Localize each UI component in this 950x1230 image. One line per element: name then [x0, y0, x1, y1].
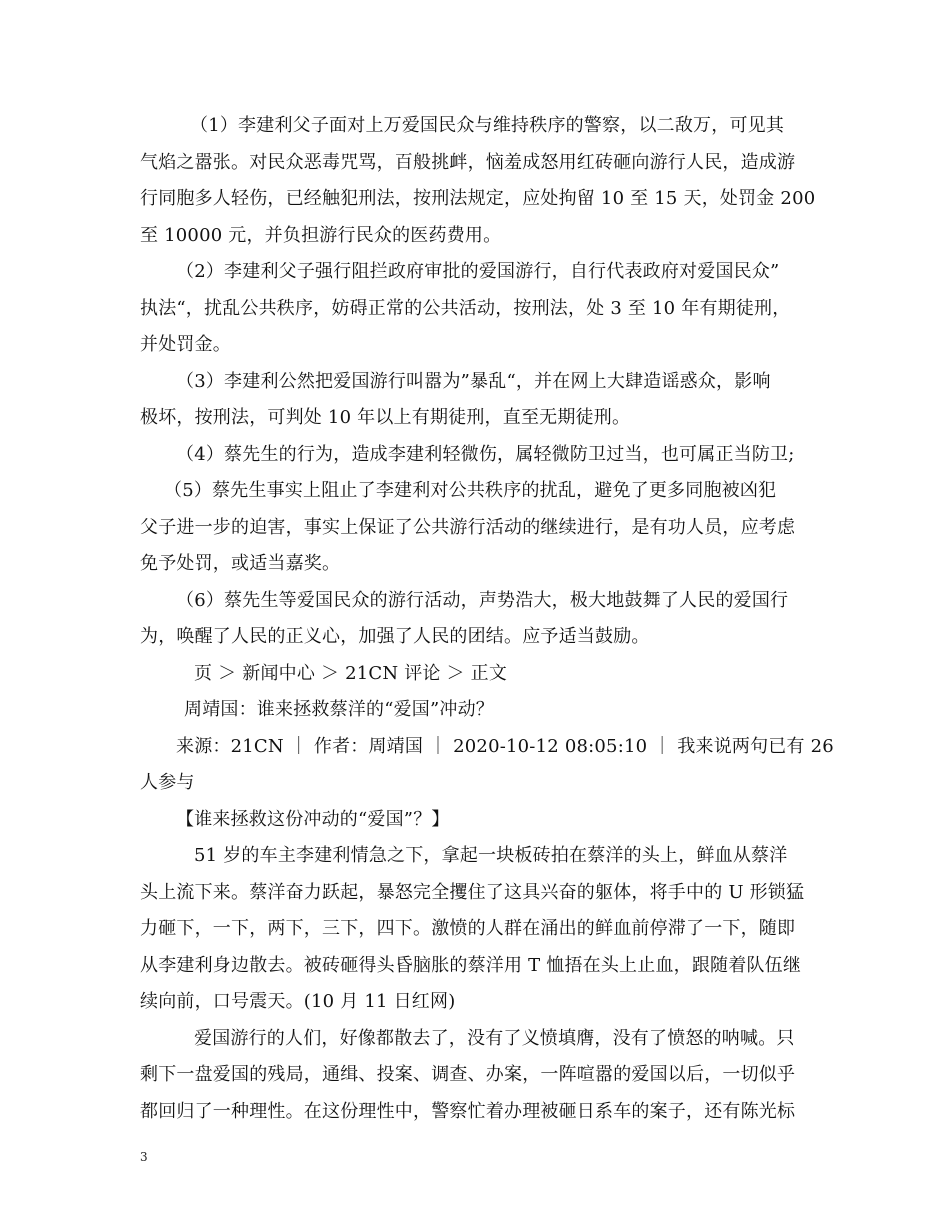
paragraph-2-line-2: 执法“，扰乱公共秩序，妨碍正常的公共活动，按刑法，处 3 至 10 年有期徒刑， [140, 297, 791, 319]
page-number: 3 [140, 1150, 148, 1164]
paragraph-2-line-3: 并处罚金。 [140, 334, 231, 355]
paragraph-7-line-5: 续向前，口号震天。(10 月 11 日红网) [140, 991, 456, 1012]
paragraph-1-line-3: 行同胞多人轻伤，已经触犯刑法，按刑法规定，应处拘留 10 至 15 天，处罚金 200 [140, 188, 816, 209]
paragraph-6-line-1: （6）蔡先生等爱国民众的游行活动，声势浩大，极大地鼓舞了人民的爱国行 [176, 589, 789, 611]
breadcrumb: 页 ＞ 新闻中心 ＞ 21CN 评论 ＞ 正文 [194, 662, 508, 684]
paragraph-2-line-1: （2）李建利父子强行阻拦政府审批的爱国游行，自行代表政府对爱国民众” [176, 261, 780, 282]
paragraph-7-line-2: 头上流下来。蔡洋奋力跃起，暴怒完全攫住了这具兴奋的躯体，将手中的 U 形锁猛 [140, 881, 805, 903]
paragraph-5-line-2: 父子进一步的迫害，事实上保证了公共游行活动的继续进行，是有功人员，应考虑 [140, 516, 796, 538]
paragraph-7-line-3: 力砸下，一下，两下，三下，四下。激愤的人群在涌出的鲜血前停滞了一下，随即 [140, 918, 796, 939]
paragraph-8-line-3: 都回归了一种理性。在这份理性中，警察忙着办理被砸日系车的案子，还有陈光标 [140, 1100, 796, 1122]
article-meta-line-2: 人参与 [140, 772, 195, 793]
paragraph-8-line-1: 爱国游行的人们，好像都散去了，没有了义愤填膺，没有了愤怒的呐喊。只 [194, 1027, 795, 1049]
paragraph-5-line-1: （5）蔡先生事实上阻止了李建利对公共秩序的扰乱，避免了更多同胞被凶犯 [164, 480, 777, 501]
paragraph-1-line-2: 气焰之嚣张。对民众恶毒咒骂，百般挑衅，恼羞成怒用红砖砸向游行人民，造成游 [140, 151, 796, 173]
paragraph-4-line-1: （4）蔡先生的行为，造成李建利轻微伤，属轻微防卫过当，也可属正当防卫; [176, 443, 795, 465]
paragraph-5-line-3: 免予处罚，或适当嘉奖。 [140, 553, 341, 574]
paragraph-3-line-2: 极坏，按刑法，可判处 10 年以上有期徒刑，直至无期徒刑。 [140, 407, 631, 428]
paragraph-1-line-4: 至 10000 元，并负担游行民众的医药费用。 [140, 224, 502, 246]
article-meta-line-1: 来源：21CN ｜ 作者：周靖国 ｜ 2020-10-12 08:05:10 ｜ 我来说两句已有 26 [176, 735, 834, 757]
paragraph-7-line-1: 51 岁的车主李建利情急之下，拿起一块板砖拍在蔡洋的头上，鲜血从蔡洋 [194, 845, 788, 866]
paragraph-1-line-1: （1）李建利父子面对上万爱国民众与维持秩序的警察，以二敌万，可见其 [190, 115, 785, 136]
paragraph-8-line-2: 剩下一盘爱国的残局，通缉、投案、调查、办案，一阵喧嚣的爱国以后，一切似乎 [140, 1064, 796, 1085]
paragraph-7-line-4: 从李建利身边散去。被砖砸得头昏脑胀的蔡洋用 T 恤捂在头上止血，跟随着队伍继 [140, 954, 802, 976]
document-body [140, 108, 834, 1130]
article-subtitle: 【谁来拯救这份冲动的“爱国”？】 [176, 808, 450, 830]
article-title: 周靖国：谁来拯救蔡洋的“爱国”冲动？ [184, 699, 495, 720]
paragraph-6-line-2: 为，唤醒了人民的正义心，加强了人民的团结。应予适当鼓励。 [140, 626, 650, 647]
paragraph-3-line-1: （3）李建利公然把爱国游行叫嚣为”暴乱“，并在网上大肆造谣惑众，影响 [176, 370, 771, 392]
